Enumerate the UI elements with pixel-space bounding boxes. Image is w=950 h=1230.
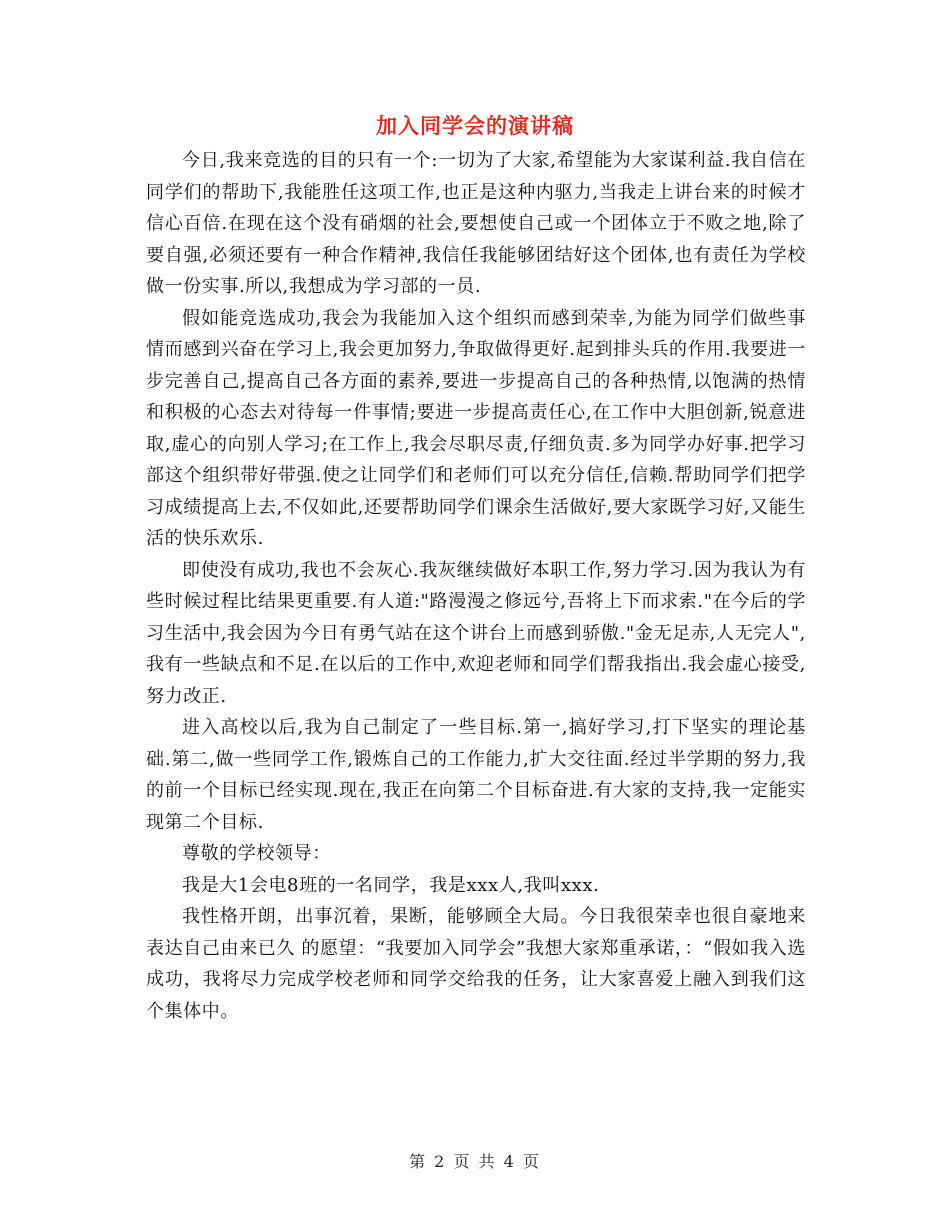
paragraph-5-salutation: 尊敬的学校领导： [182, 843, 331, 864]
paragraph-2: 假如能竞选成功,我会为我能加入这个组织而感到荣幸,为能为同学们做些事情而感到兴奋在学习上,我会更加努力,争取做得更好.起到排头兵的作用.我要进一步完善自己,提高自己各方面的素养,要进一步提高自己的各种热情,以饱满的热情和积极的心态去对待每一件事情;要进一步提高责任心,在工作中大胆创新,锐意进取,虚心的向别人学习;在工作上,我会尽职尽责,仔细负责.多为同学办好事.把学习部这个组织带好带强.使之让同学们和老师们可以充分信任,信赖.帮助同学们把学习成绩提高上去,不仅如此,还要帮助同学们课余生活做好,要大家既学习好,又能生活的快乐欢乐. [146, 307, 806, 549]
document-body [146, 145, 806, 1027]
paragraph-3: 即使没有成功,我也不会灰心.我灰继续做好本职工作,努力学习.因为我认为有些时候过程比结果更重要.有人道:"路漫漫之修远兮,吾将上下而求索."在今后的学习生活中,我会因为今日有勇气站在这个讲台上而感到骄傲."金无足赤,人无完人",我有一些缺点和不足.在以后的工作中,欢迎老师和同学们帮我指出.我会虚心接受,努力改正. [146, 559, 806, 707]
paragraph-4: 进入高校以后,我为自己制定了一些目标.第一,搞好学习,打下坚实的理论基础.第二,做一些同学工作,锻炼自己的工作能力,扩大交往面.经过半学期的努力,我的前一个目标已经实现.现在,我正在向第二个目标奋进.有大家的支持,我一定能实现第二个目标. [146, 717, 806, 833]
paragraph-6: 我是大1会电8班的一名同学，我是xxx人,我叫xxx. [182, 874, 600, 896]
paragraph-1: 今日,我来竞选的目的只有一个:一切为了大家,希望能为大家谋利益.我自信在同学们的帮助下,我能胜任这项工作,也正是这种内驱力,当我走上讲台来的时候才信心百倍.在现在这个没有硝烟的社会,要想使自己或一个团体立于不败之地,除了要自强,必须还要有一种合作精神,我信任我能够团结好这个团体,也有责任为学校做一份实事.所以,我想成为学习部的一员. [146, 150, 806, 297]
document-title: 加入同学会的演讲稿 [376, 113, 574, 138]
page-number-footer: 第 2 页 共 4 页 [409, 1152, 541, 1171]
paragraph-7: 我性格开朗，出事沉着，果断，能够顾全大局。今日我很荣幸也很自豪地来表达自己由来已久 的愿望：“我要加入同学会”我想大家郑重承诺，：“假如我入选成功，我将尽力完成学校老师和同学交给我的任务，让大家喜爱上融入到我们这个集体中。 [146, 906, 806, 1022]
